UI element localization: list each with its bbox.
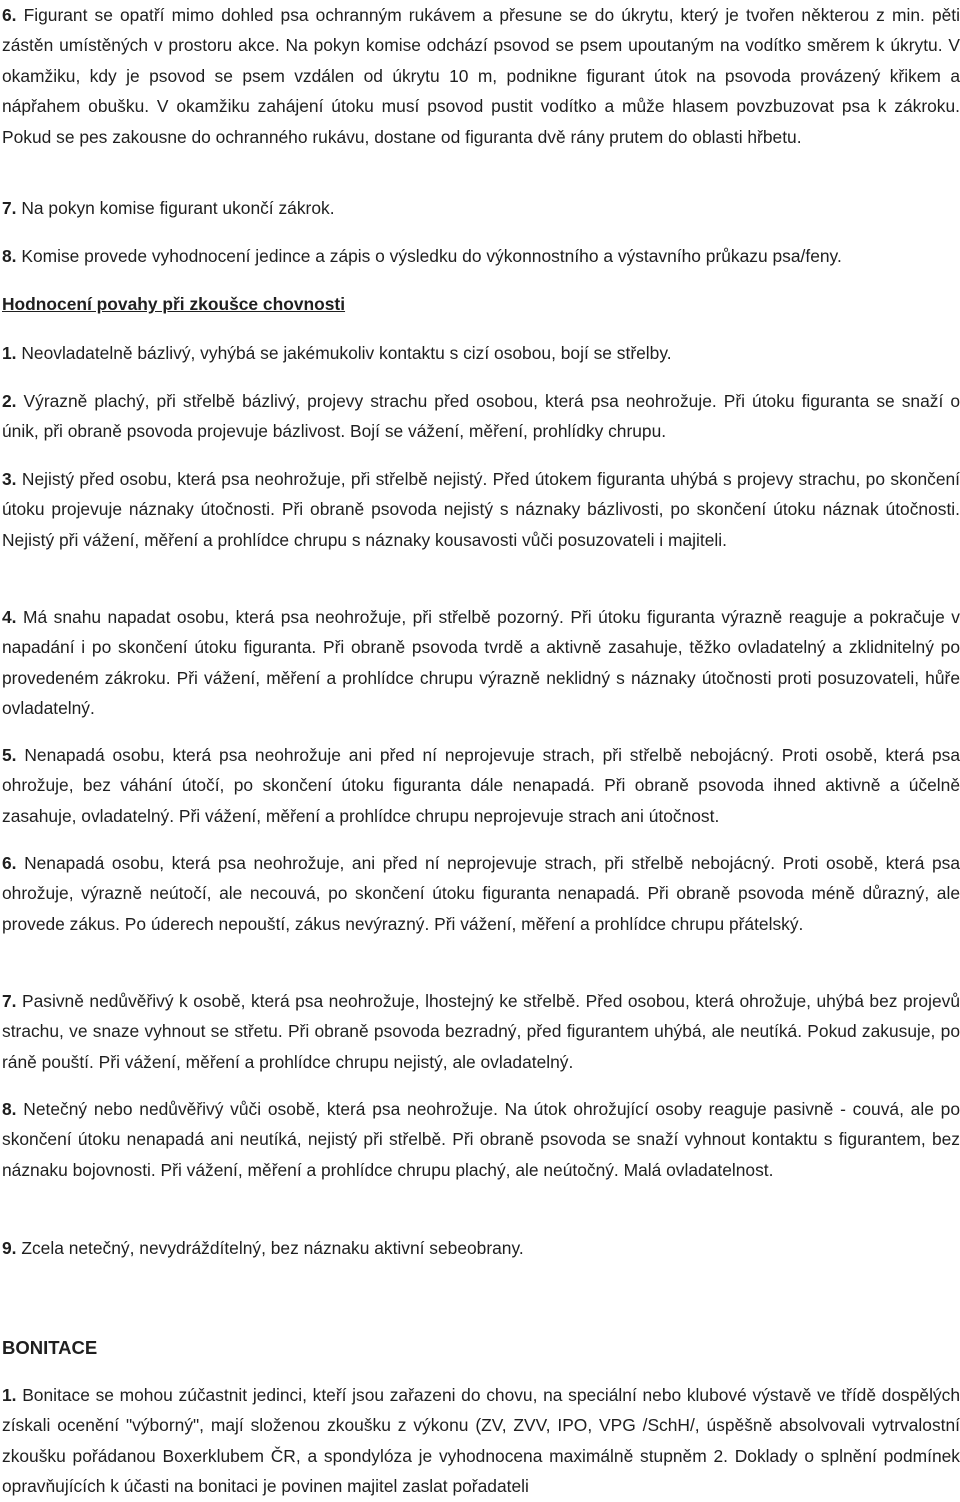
rating-item-8 [2, 1094, 960, 1185]
rating-text: Nenapadá osobu, která psa neohrožuje, ani před ní neprojevuje strach, při střelbě nebojácný. Proti osobě, která psa ohrožuje, výrazně neútočí, ale necouvá, po skončení útoku figuranta nenapadá. Při obraně psovoda méně důrazný, ale provede zákus. Po úderech nepouští, zákus nevýrazný. Při vážení, měření a prohlídce chrupu přátelský. [2, 853, 960, 934]
step-number: 6. [2, 5, 17, 25]
rating-text: Zcela netečný, nevydráždítelný, bez náznaku aktivní sebeobrany. [16, 1238, 524, 1258]
rating-number: 2. [2, 391, 17, 411]
rating-text: Výrazně plachý, při střelbě bázlivý, projevy strachu před osobou, která psa neohrožuje. Při útoku figuranta se snaží o únik, při obraně psovoda projevuje bázlivost. Bojí se vážení, měření, prohlídky chrupu. [2, 391, 960, 442]
rating-number: 8. [2, 1099, 17, 1119]
rating-item-5 [2, 740, 960, 831]
step-text: Komise provede vyhodnocení jedince a zápis o výsledku do výkonnostního a výstavního průkazu psa/feny. [16, 246, 842, 266]
step-text: Figurant se opatří mimo dohled psa ochranným rukávem a přesune se do úkrytu, který je tvořen některou z min. pěti zástěn umístěných v prostoru akce. Na pokyn komise odchází psovod se psem upoutaným na vodítko směrem k úkrytu. V okamžiku, kdy je psovod se psem vzdálen od úkrytu 10 m, podnikne figurant útok na psovoda provázený křikem a nápřahem obušku. V okamžiku zahájení útoku musí psovod pustit vodítko a může hlasem povzbuzovat psa k zákroku. Pokud se pes zakousne do ochranného rukávu, dostane od figuranta dvě rány prutem do oblasti hřbetu. [2, 5, 960, 147]
rating-text: Má snahu napadat osobu, která psa neohrožuje, při střelbě pozorný. Při útoku figuranta výrazně reaguje a pokračuje v napadání i po skončení útoku figuranta. Při obraně psovoda tvrdě a aktivně zasahuje, těžko ovladatelný a zklidnitelný po provedeném zákroku. Při vážení, měření a prohlídce chrupu výrazně neklidný s náznaky útočnosti proti posuzovateli, hůře ovladatelný. [2, 607, 960, 719]
rating-item-4 [2, 602, 960, 724]
bonitace-text: Bonitace se mohou zúčastnit jedinci, kteří jsou zařazeni do chovu, na speciální nebo klubové výstavě ve třídě dospělých získali ocenění "výborný", mají složenou zkoušku z výkonu (ZV, ZVV, IPO, VPG /SchH/, úspěšně absolvovali vytrvalostní zkoušku pořádanou Boxerklubem ČR, a spondylóza je vyhodnocena maximálně stupněm 2. Doklady o splnění podmínek opravňujících k účasti na bonitaci je povinen majitel zaslat pořadateli [2, 1385, 960, 1497]
paragraph-step-8 [2, 241, 960, 271]
rating-item-6 [2, 848, 960, 939]
rating-number: 6. [2, 853, 17, 873]
rating-item-1 [2, 338, 960, 368]
rating-text: Nejistý před osobu, která psa neohrožuje, při střelbě nejistý. Před útokem figuranta uhýbá s projevy strachu, po skončení útoku projevuje náznaky útočnosti. Při obraně psovoda nejistý s náznaky bázlivosti, po skončení útoku náznak útočnosti. Nejistý při vážení, měření a prohlídce chrupu s náznaky kousavosti vůči posuzovateli i majiteli. [2, 469, 960, 550]
rating-item-3 [2, 464, 960, 555]
rating-item-2 [2, 386, 960, 447]
rating-text: Netečný nebo nedůvěřivý vůči osobě, která psa neohrožuje. Na útok ohrožující osoby reaguje pasivně - couvá, ale po skončení útoku nenapadá ani neutíká, nejistý při střelbě. Při obraně psovoda se snaží vyhnout kontaktu s figurantem, bez náznaku bojovnosti. Při vážení, měření a prohlídce chrupu plachý, ale neútočný. Malá ovladatelnost. [2, 1099, 960, 1180]
step-number: 8. [2, 246, 17, 266]
rating-text: Nenapadá osobu, která psa neohrožuje ani před ní neprojevuje strach, při střelbě nebojácný. Proti osobě, která psa ohrožuje, bez váhání útočí, po skončení útoku figuranta dále nenapadá. Při obraně psovoda ihned aktivně a účelně zasahuje, ovladatelný. Při vážení, měření a prohlídce chrupu neprojevuje strach ani útočnost. [2, 745, 960, 826]
section-heading: Hodnocení povahy při zkoušce chovnosti [2, 294, 346, 314]
rating-number: 3. [2, 469, 17, 489]
rating-number: 9. [2, 1238, 17, 1258]
paragraph-step-7 [2, 193, 960, 223]
rating-text: Neovladatelně bázlivý, vyhýbá se jakémukoliv kontaktu s cizí osobou, bojí se střelby. [16, 343, 672, 363]
step-text: Na pokyn komise figurant ukončí zákrok. [16, 198, 335, 218]
rating-item-7 [2, 986, 960, 1077]
bonitace-number: 1. [2, 1385, 17, 1405]
rating-number: 7. [2, 991, 17, 1011]
bonitace-heading: BONITACE [2, 1337, 98, 1358]
rating-item-9 [2, 1233, 960, 1263]
bonitace-item-1 [2, 1380, 960, 1502]
paragraph-step-6 [2, 0, 960, 152]
rating-text: Pasivně nedůvěřivý k osobě, která psa neohrožuje, lhostejný ke střelbě. Před osobou, která ohrožuje, uhýbá bez projevů strachu, ve snaze vyhnout se střetu. Při obraně psovoda bezradný, před figurantem uhýbá, ale neutíká. Pokud zakusuje, po ráně pouští. Při vážení, měření a prohlídce chrupu nejistý, ale ovladatelný. [2, 991, 960, 1072]
rating-number: 1. [2, 343, 17, 363]
rating-number: 5. [2, 745, 17, 765]
step-number: 7. [2, 198, 17, 218]
rating-number: 4. [2, 607, 17, 627]
